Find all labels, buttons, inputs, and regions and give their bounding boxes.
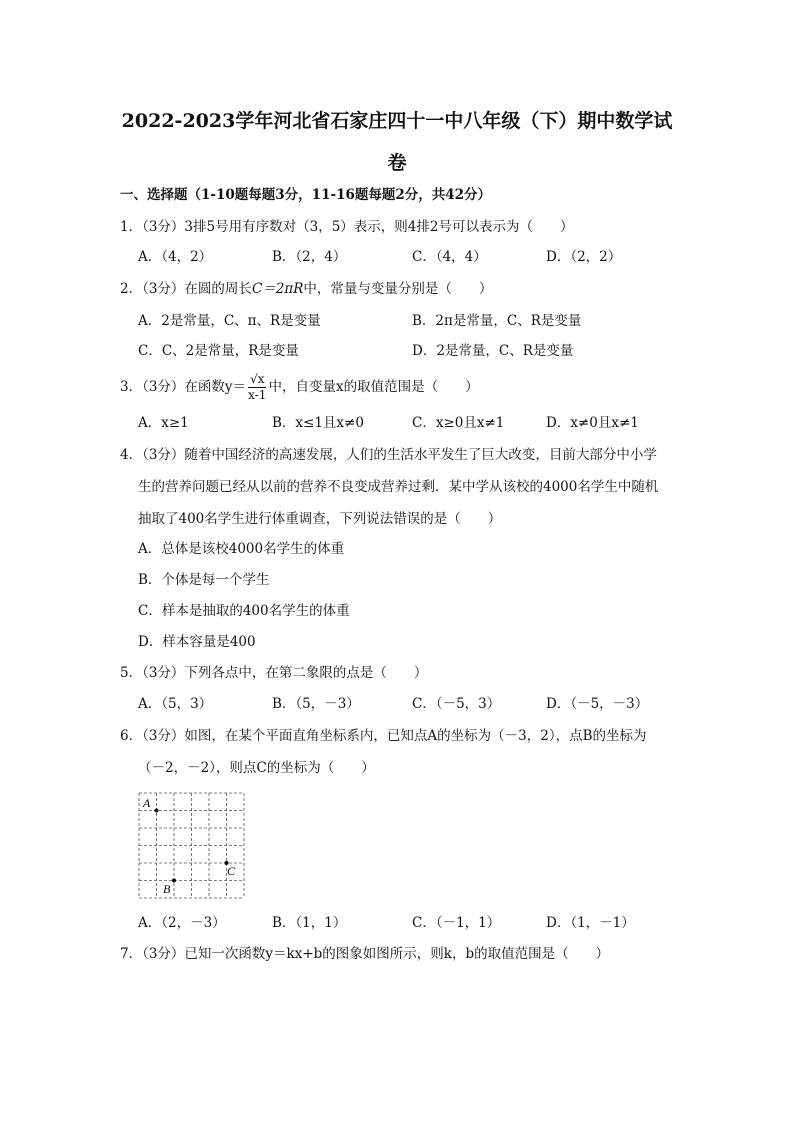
q1-option-b: B．（2，4） xyxy=(272,249,347,265)
q1-option-a: A．（4，2） xyxy=(138,249,213,265)
point-c-label: C xyxy=(227,864,236,878)
q1-option-d: D．（2，2） xyxy=(546,249,622,265)
q4-option-b: B．个体是每一个学生 xyxy=(138,572,270,588)
q3-option-c: C．x≥0且x≠1 xyxy=(412,415,505,431)
question-6-line-2: （－2，－2），则点C的坐标为（ ） xyxy=(138,760,375,776)
q3-option-a: A．x≥1 xyxy=(138,415,189,431)
point-a-label: A xyxy=(143,796,151,810)
question-4-line-2: 生的营养问题已经从以前的营养不良变成营养过剩．某中学从该校的4000名学生中随机 xyxy=(138,479,659,495)
q5-option-c: C．（－5，3） xyxy=(412,696,501,712)
question-6-line-1: 6．（3分）如图，在某个平面直角坐标系内，已知点A的坐标为（－3，2），点B的坐标为 xyxy=(120,728,647,744)
q5-option-a: A．（5，3） xyxy=(138,696,213,712)
q6-option-b: B．（1，1） xyxy=(272,915,347,931)
q4-option-c: C．样本是抽取的400名学生的体重 xyxy=(138,603,350,619)
question-2-stem xyxy=(120,280,492,298)
q1-option-c: C．（4，4） xyxy=(412,249,487,265)
q3-stem-suffix: 中，自变量x的取值范围是（ ） xyxy=(268,379,479,395)
q6-grid-lines xyxy=(139,793,244,898)
question-5-stem: 5．（3分）下列各点中，在第二象限的点是（ ） xyxy=(120,665,428,681)
q2-stem-suffix: 中，常量与变量分别是（ ） xyxy=(303,281,493,297)
question-4-line-3: 抽取了400名学生进行体重调查，下列说法错误的是（ ） xyxy=(138,511,502,527)
q3-fraction-numerator: √x xyxy=(250,372,265,386)
q6-option-c: C．（－1，1） xyxy=(412,915,501,931)
q3-fraction-denominator: x-1 xyxy=(248,388,267,402)
exam-title-line1: 2022-2023学年河北省石家庄四十一中八年级（下）期中数学试 xyxy=(121,110,673,132)
question-7-stem: 7．（3分）已知一次函数y＝kx+b的图象如图所示，则k，b的取值范围是（ ） xyxy=(120,946,610,962)
q2-option-d: D．2是常量，C、R是变量 xyxy=(412,343,574,359)
point-b-label: B xyxy=(163,882,171,896)
exam-title-line2: 卷 xyxy=(387,152,407,174)
q2-option-a: A．2是常量，C、π、R是变量 xyxy=(138,313,321,329)
point-b-marker xyxy=(172,879,176,883)
question-3-stem xyxy=(120,370,479,404)
q2-option-c: C．C、2是常量，R是变量 xyxy=(138,343,299,359)
point-a-marker xyxy=(155,809,159,813)
q5-option-b: B．（5，－3） xyxy=(272,696,360,712)
question-4-line-1: 4．（3分）随着中国经济的高速发展，人们的生活水平发生了巨大改变，目前大部分中小学 xyxy=(120,447,657,463)
section-heading: 一、选择题（1-10题每题3分，11-16题每题2分，共42分） xyxy=(120,187,492,203)
q2-option-b: B．2π是常量，C、R是变量 xyxy=(412,313,582,329)
q3-fraction xyxy=(248,372,266,403)
q6-option-d: D．（1，－1） xyxy=(546,915,635,931)
q2-formula: C＝2πR xyxy=(251,281,304,297)
q5-option-d: D．（－5，－3） xyxy=(546,696,649,712)
question-1-stem: 1．（3分）3排5号用有序数对（3，5）表示，则4排2号可以表示为（ ） xyxy=(120,219,574,235)
q3-option-b: B．x≤1且x≠0 xyxy=(272,415,364,431)
q2-stem-prefix: 2．（3分）在圆的周长 xyxy=(120,281,252,297)
q6-option-a: A．（2，－3） xyxy=(138,915,226,931)
q6-grid-figure xyxy=(138,792,246,900)
q4-option-a: A．总体是该校4000名学生的体重 xyxy=(138,541,345,557)
q3-option-d: D．x≠0且x≠1 xyxy=(546,415,639,431)
q3-stem-prefix: 3．（3分）在函数y＝ xyxy=(120,379,247,395)
q4-option-d: D．样本容量是400 xyxy=(138,634,256,650)
